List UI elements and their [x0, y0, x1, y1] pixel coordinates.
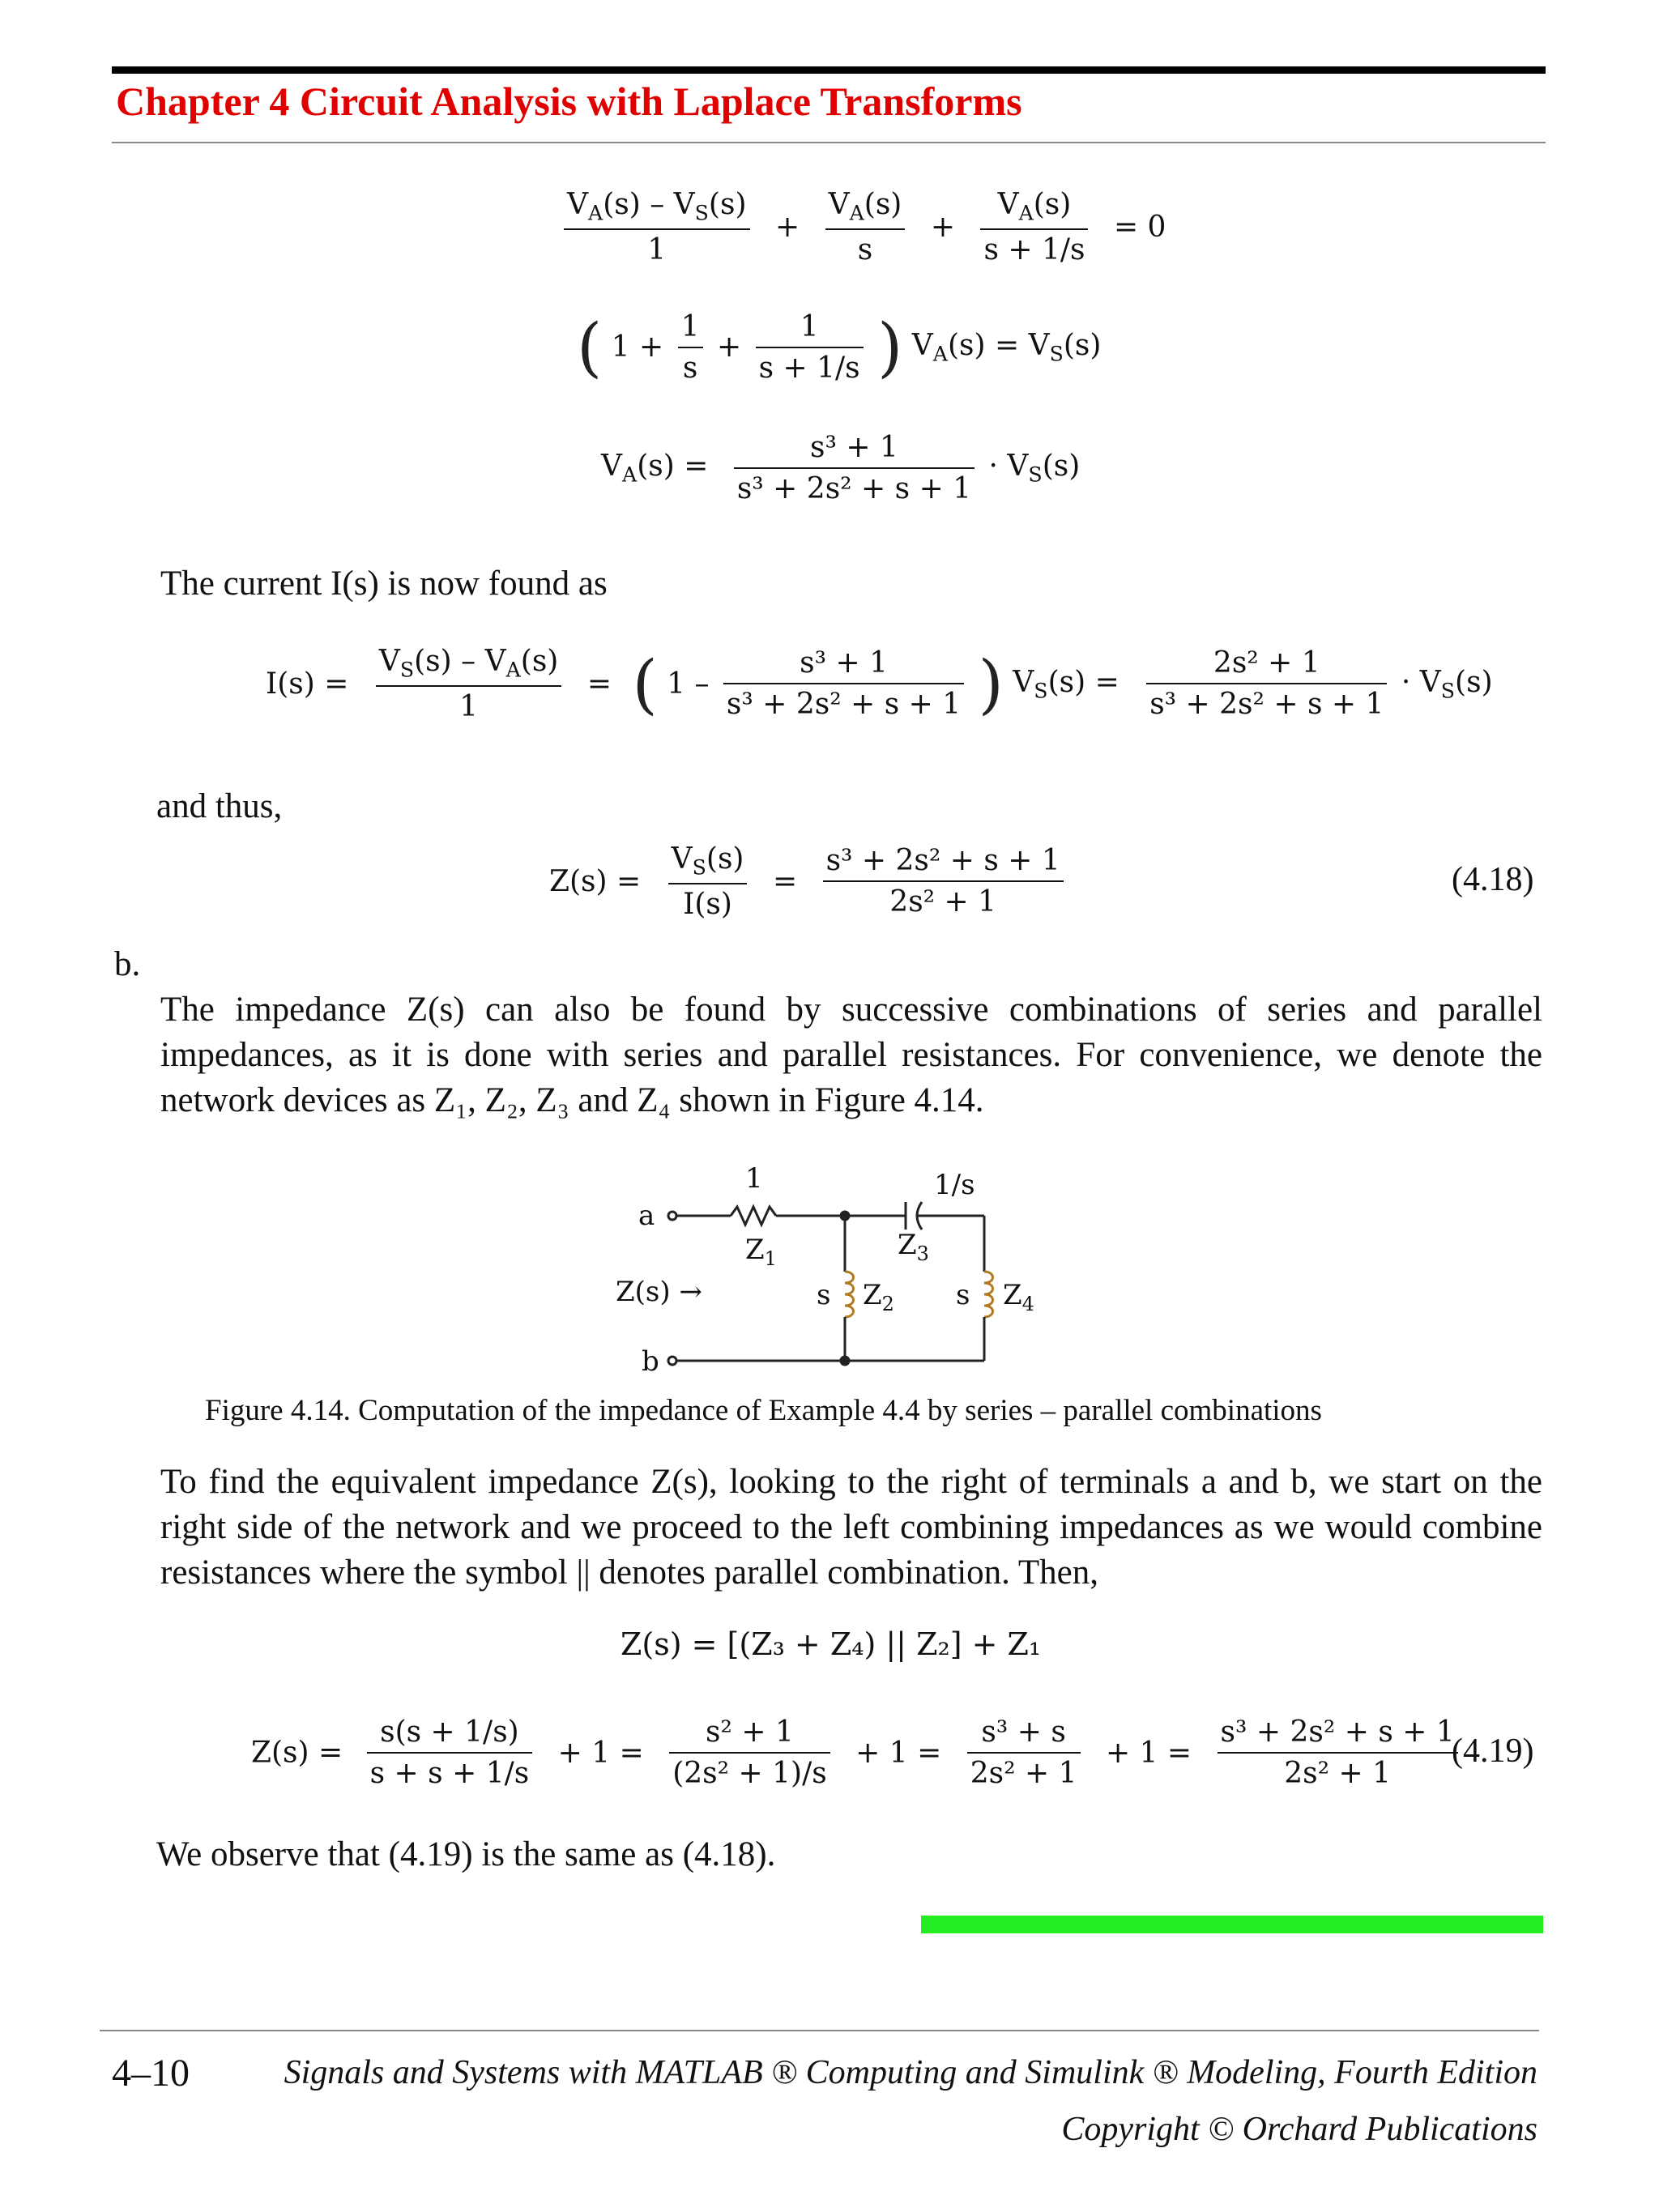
- text-current: The current I(s) is now found as: [160, 565, 608, 603]
- svg-text:Z1: $Z_1$: [745, 1234, 777, 1270]
- header-rule: [112, 142, 1546, 143]
- fraction: $\frac{V_A(s) - V_S(s)}{1}$: [564, 188, 750, 266]
- highlight-bar: [921, 1916, 1543, 1933]
- equation-tag-419: (4.19): [1452, 1733, 1534, 1770]
- equation-va: $V_A(s)$ = $\frac{\text{s³ + 1}}{\text{s³ + 2s² + s + 1}}$ · $V_S(s)$: [601, 431, 1081, 505]
- resistor-z1: [731, 1207, 776, 1225]
- copyright: Copyright © Orchard Publications: [1061, 2111, 1537, 2148]
- paragraph-b: The impedance Z(s) can also be found by successive combinations of series and parallel impedances, as it is done with series and parallel resistances. For convenience, we denote the network devices as Z₁, Z₂, Z₃ and Z₄ shown in Figure 4.14.: [160, 991, 1542, 1119]
- equation-current: I(s) = $\frac{V_S(s) - V_A(s)}{1}$ = ( 1 – $\frac{\text{s³ + 1}}{\text{s³ + 2s² + s + 1}}$ ) $V_S(s)$ = $\frac{\text{2s² + 1}}{\text{s³ + 2s² + s + 1}}$ · $V_S(s)$: [266, 645, 1493, 723]
- svg-text:Z2: $Z_2$: [863, 1279, 894, 1315]
- terminal-b: [668, 1357, 676, 1365]
- svg-text:s: s: [956, 1279, 970, 1311]
- svg-text:1: 1: [745, 1162, 763, 1195]
- page-number: 4–10: [112, 2052, 190, 2095]
- svg-text:Z4: $Z_4$: [1003, 1279, 1034, 1315]
- fraction: $\frac{V_A(s)}{s + 1/s}$: [980, 188, 1088, 266]
- equation-tag-418: (4.18): [1452, 861, 1534, 898]
- svg-text:Z3: $Z_3$: [898, 1229, 929, 1265]
- text-observe: We observe that (4.19) is the same as (4.18).: [156, 1835, 776, 1873]
- svg-text:b: b: [642, 1345, 659, 1378]
- equation-combination: Z(s) = [(Z₃ + Z₄) || Z₂] + Z₁: [621, 1626, 1042, 1662]
- svg-text:1/s: 1/s: [934, 1169, 975, 1201]
- footer-rule: [100, 2030, 1539, 2031]
- svg-text:Z(s) →: Z(s) →: [616, 1276, 702, 1308]
- equation-node: $\frac{V_A(s) - V_S(s)}{1}$ + $\frac{V_A(s)}{s}$ + $\frac{V_A(s)}{s + 1/s}$ = 0: [559, 188, 1177, 266]
- fraction: $\frac{V_A(s)}{s}$: [825, 188, 906, 266]
- paragraph-find: To find the equivalent impedance Z(s), looking to the right of terminals a and b, we start on the right side of the network and we proceed to the left combining impedances as we would combine resistances where the symbol || denotes parallel combination. Then,: [160, 1463, 1542, 1592]
- book-title: Signals and Systems with MATLAB ® Computing and Simulink ® Modeling, Fourth Edition: [284, 2054, 1537, 2091]
- equation-collect: ( 1 + $\frac{1}{s}$ + $\frac{1}{s + 1/s}$ ) $V_A(s) = V_S(s)$: [577, 309, 1102, 385]
- terminal-a: [668, 1212, 676, 1220]
- equation-z-419: Z(s) = $\frac{s(s + 1/s)}{s + s + 1/s}$ + 1 = $\frac{\text{s² + 1}}{\text{(2s² + 1)/s}}$ + 1 = $\frac{\text{s³ + s}}{\text{2s² + 1}}$ + 1 = $\frac{\text{s³ + 2s² + s + 1}}{\text{2s² + 1}}$: [251, 1715, 1463, 1790]
- circuit-figure: [616, 1158, 1085, 1385]
- inductor-z2: [845, 1272, 854, 1317]
- inductor-z4: [984, 1272, 993, 1317]
- chapter-title: Chapter 4 Circuit Analysis with Laplace Transforms: [116, 79, 1022, 124]
- item-label-b: b.: [114, 945, 141, 983]
- svg-text:a: a: [638, 1200, 655, 1232]
- equation-z-418: Z(s) = $\frac{V_S(s)}{I(s)}$ = $\frac{\text{s³ + 2s² + s + 1}}{\text{2s² + 1}}$: [549, 842, 1068, 921]
- svg-text:s: s: [817, 1279, 831, 1311]
- top-rule: [112, 66, 1546, 74]
- figure-caption: Figure 4.14. Computation of the impedance of Example 4.4 by series – parallel combinations: [205, 1394, 1322, 1427]
- text-thus: and thus,: [156, 787, 283, 825]
